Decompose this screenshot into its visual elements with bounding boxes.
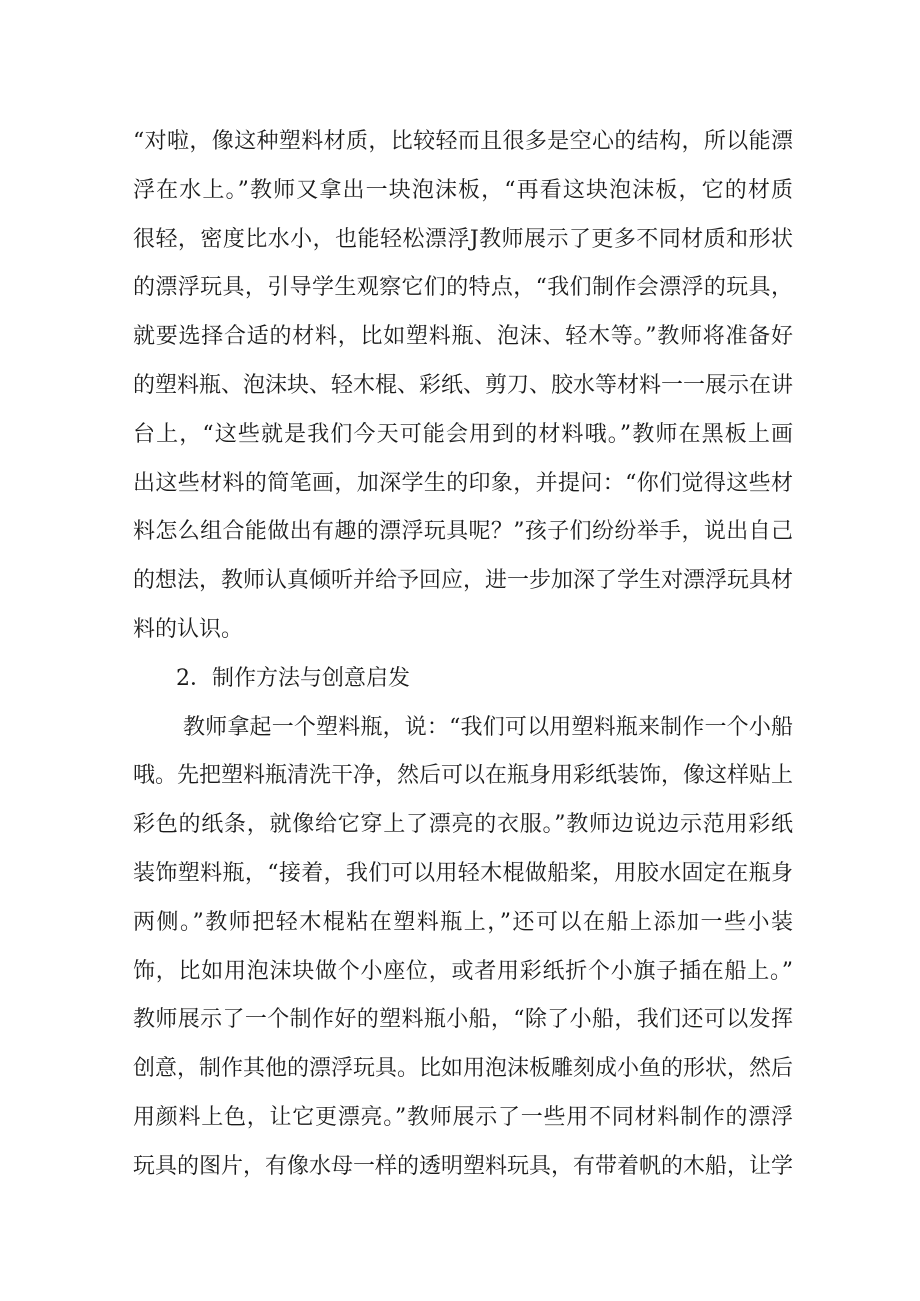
section-heading: 2．制作方法与创意启发 — [176, 665, 410, 691]
text-line: 的塑料瓶、泡沫块、轻木棍、彩纸、剪刀、胶水等材料一一展示在讲 — [133, 372, 794, 398]
text-line: 出这些材料的简笔画，加深学生的印象，并提问：“你们觉得这些材 — [133, 470, 793, 496]
text-line: 料的认识。 — [133, 616, 244, 642]
paragraph-methods — [133, 704, 793, 1192]
text-line: 玩具的图片，有像水母一样的透明塑料玩具，有带着帆的木船，让学 — [133, 1153, 794, 1179]
text-line: 两侧。”教师把轻木棍粘在塑料瓶上，”还可以在船上添加一些小装 — [133, 909, 793, 935]
text-line: 装饰塑料瓶，“接着，我们可以用轻木棍做船桨，用胶水固定在瓶身 — [133, 860, 793, 886]
text-line: 用颜料上色，让它更漂亮。”教师展示了一些用不同材料制作的漂浮 — [133, 1104, 793, 1130]
text-line: 彩色的纸条，就像给它穿上了漂亮的衣服。”教师边说边示范用彩纸 — [133, 812, 793, 838]
text-line: 料怎么组合能做出有趣的漂浮玩具呢？”孩子们纷纷举手，说出自己 — [133, 519, 793, 545]
paragraph-materials — [133, 118, 793, 655]
text-line: 的漂浮玩具，引导学生观察它们的特点，“我们制作会漂浮的玩具， — [133, 275, 793, 301]
text-line: 哦。先把塑料瓶清洗干净，然后可以在瓶身用彩纸装饰，像这样贴上 — [133, 763, 794, 789]
text-line: 创意，制作其他的漂浮玩具。比如用泡沫板雕刻成小鱼的形状，然后 — [133, 1056, 794, 1082]
text-line: 饰，比如用泡沫块做个小座位，或者用彩纸折个小旗子插在船上。” — [133, 958, 793, 984]
text-line: 教师拿起一个塑料瓶，说：“我们可以用塑料瓶来制作一个小船 — [183, 714, 793, 740]
text-line: 浮在水上。”教师又拿出一块泡沫板，“再看这块泡沫板，它的材质 — [133, 177, 793, 203]
text-line: 很轻，密度比水小，也能轻松漂浮J教师展示了更多不同材质和形状 — [133, 226, 793, 252]
text-line: 台上，“这些就是我们今天可能会用到的材料哦。”教师在黑板上画 — [133, 421, 793, 447]
text-line: 教师展示了一个制作好的塑料瓶小船，“除了小船，我们还可以发挥 — [133, 1007, 793, 1033]
document-body — [133, 118, 793, 1192]
text-line: 就要选择合适的材料，比如塑料瓶、泡沫、轻木等。”教师将准备好 — [133, 324, 793, 350]
text-line: “对啦，像这种塑料材质，比较轻而且很多是空心的结构，所以能漂 — [133, 129, 793, 154]
text-line: 的想法，教师认真倾听并给予回应，进一步加深了学生对漂浮玩具材 — [133, 568, 794, 594]
